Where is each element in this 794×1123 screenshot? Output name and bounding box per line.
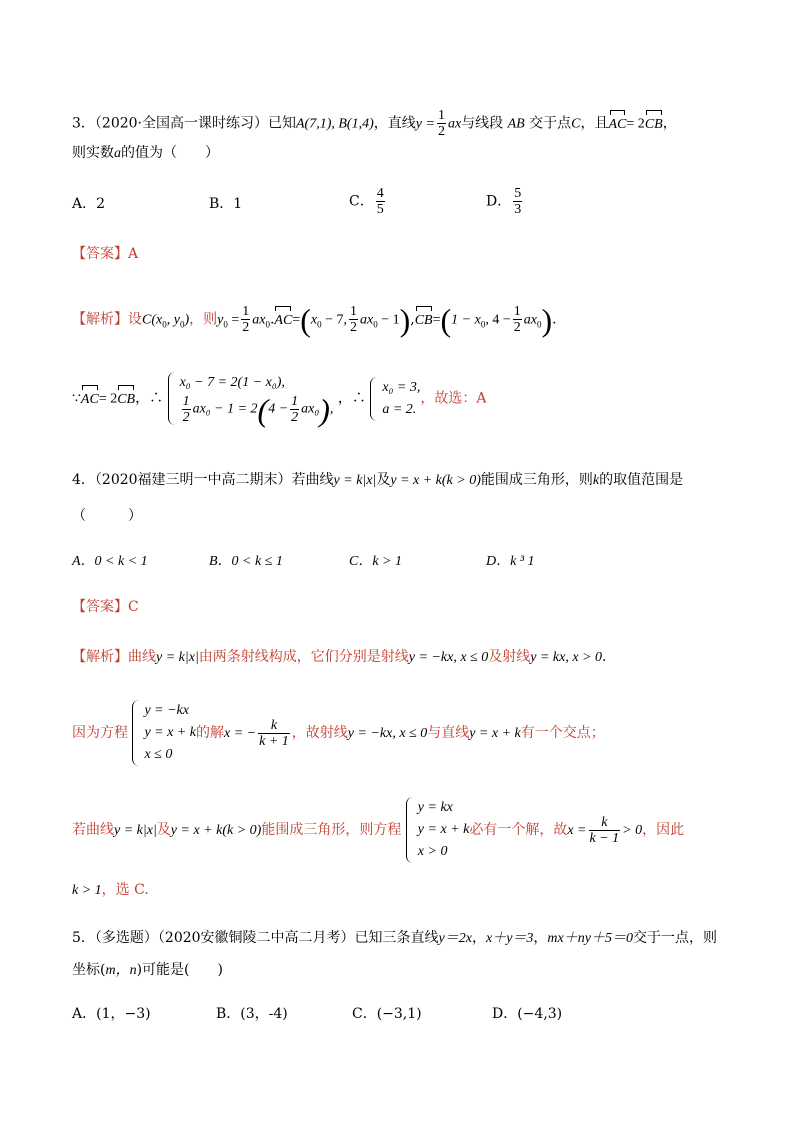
q4-option-c[interactable]: C．k > 1 xyxy=(349,554,402,569)
q3-stem-prefix: 3．（2020·全国高一课时练习）已知 xyxy=(72,115,296,132)
q3-analysis-line1: 【解析】设$C(x_0$, $y_0$)，则$y_0$ = $\frac{1}{2}$ $ax_0.AC=(x_0 - 7$, $\frac{1}{2}$ $ax_0 - 1),CB=(1 - x_0$, 4 − $\frac{1}{2}$ $ax_0$). xyxy=(72,301,557,338)
q3-stem-line2: 则实数a的值为（ ） xyxy=(72,145,219,161)
q4-option-a[interactable]: A．0 < k < 1 xyxy=(72,554,148,569)
q5-option-a[interactable]: A．(1，−3) xyxy=(72,1006,151,1022)
q3-segment-ab: AB xyxy=(507,116,525,132)
q3-eq: = 2 xyxy=(626,116,645,132)
q3-analysis-tag: 【解析】 xyxy=(72,311,128,328)
q4-curve: y = k|x| xyxy=(333,473,377,488)
q3-system-1: x₀ − 7 = 2(1 − x₀), $\frac{1}{2}$ ax₀ − 1 = 2(4 − $\frac{1}{2}$ ax₀), xyxy=(168,372,334,425)
q3-stem-line1 xyxy=(72,108,677,139)
q3-option-d[interactable]: D． $\frac{5}{3}$ xyxy=(486,186,522,217)
q5-stem-line1: 5．（多选题）（2020安徽铜陵二中高二月考）已知三条直线y＝2x，x＋y＝3，mx＋ny＋5＝0交于一点，则 xyxy=(72,930,717,946)
q4-analysis-line4: k > 1，选 C. xyxy=(72,882,149,898)
q3-an-vector-ac: AC xyxy=(274,311,292,331)
q4-system-2: y = kx y = x + k x > 0 xyxy=(406,797,470,863)
q3-stem-mid2: 与线段 xyxy=(461,115,504,132)
q3-line-lhs: y = xyxy=(415,116,435,132)
q3-stem-end: ， xyxy=(662,115,677,132)
q3-half-fraction: $\frac{1}{2}$ xyxy=(437,108,445,139)
q3-option-a[interactable]: A．2 xyxy=(72,196,106,212)
q4-analysis-line2: 因为方程 y = −kx y = x + k x ≤ 0 的解x = − $\frac{k}{k + 1}$ ，故射线y = −kx, x ≤ 0与直线y = x + k有一个交点； xyxy=(72,700,605,766)
q4-system-1: y = −kx y = x + k x ≤ 0 xyxy=(132,700,196,766)
q3-vector-ac: AC xyxy=(609,115,627,135)
q3-system-2: x₀ = 3, a = 2. xyxy=(370,377,420,421)
q3-point-c: C xyxy=(571,116,581,132)
q4-stem-line1: 4．（2020福建三明一中高二期末）若曲线y = k|x|及y = x + k(k > 0)能围成三角形，则k的取值范围是 xyxy=(72,472,684,488)
q3-stem-mid3: 交于点 xyxy=(529,115,572,132)
q5-option-d[interactable]: D．(−4,3) xyxy=(492,1006,563,1022)
q4-analysis-line3: 若曲线y = k|x|及y = x + k(k > 0)能围成三角形，则方程 y = kx y = x + k x > 0 必有一个解，故x = $\frac{k}{k - 1}$ > 0，因此 xyxy=(72,797,684,863)
q4-stem-line2: （ ） xyxy=(72,508,142,524)
q3-stem-mid4: ，且 xyxy=(580,115,609,132)
q5-option-c[interactable]: C．(−3,1) xyxy=(352,1006,422,1022)
q3-analysis-line2: ∵AC= 2CB，∴ x₀ − 7 = 2(1 − x₀), $\frac{1}{2}$ ax₀ − 1 = 2(4 − $\frac{1}{2}$ ax₀), ，∴ x₀ = 3, a = 2. ，故选：A xyxy=(72,372,486,425)
q4-option-d[interactable]: D．k ³ 1 xyxy=(486,554,535,569)
q3-given-points: A(7,1), B(1,4) xyxy=(296,116,374,132)
q3-an-vector-cb: CB xyxy=(415,311,433,331)
q5-option-b[interactable]: B．(3，-4) xyxy=(216,1006,288,1022)
q3-option-c[interactable]: C． $\frac{4}{5}$ xyxy=(349,186,384,217)
q5-stem-line2: 坐标(m，n)可能是( ) xyxy=(72,962,223,978)
q3-answer: 【答案】A xyxy=(72,246,139,262)
q4-option-b[interactable]: B．0 < k ≤ 1 xyxy=(209,554,283,569)
q3-stem-mid: ，直线 xyxy=(373,115,416,132)
q3-vector-cb: CB xyxy=(645,115,663,135)
q4-answer: 【答案】C xyxy=(72,599,139,615)
q3-var-a: a xyxy=(114,146,121,161)
q3-conclusion: ，故选：A xyxy=(420,390,487,407)
q4-analysis-line1: 【解析】曲线y = k|x|由两条射线构成，它们分别是射线y = −kx, x ≤ 0及射线y = kx, x > 0. xyxy=(72,649,607,665)
q3-option-b[interactable]: B．1 xyxy=(209,196,243,212)
q3-ax: ax xyxy=(447,116,462,132)
q4-line: y = x + k(k > 0) xyxy=(390,473,481,488)
